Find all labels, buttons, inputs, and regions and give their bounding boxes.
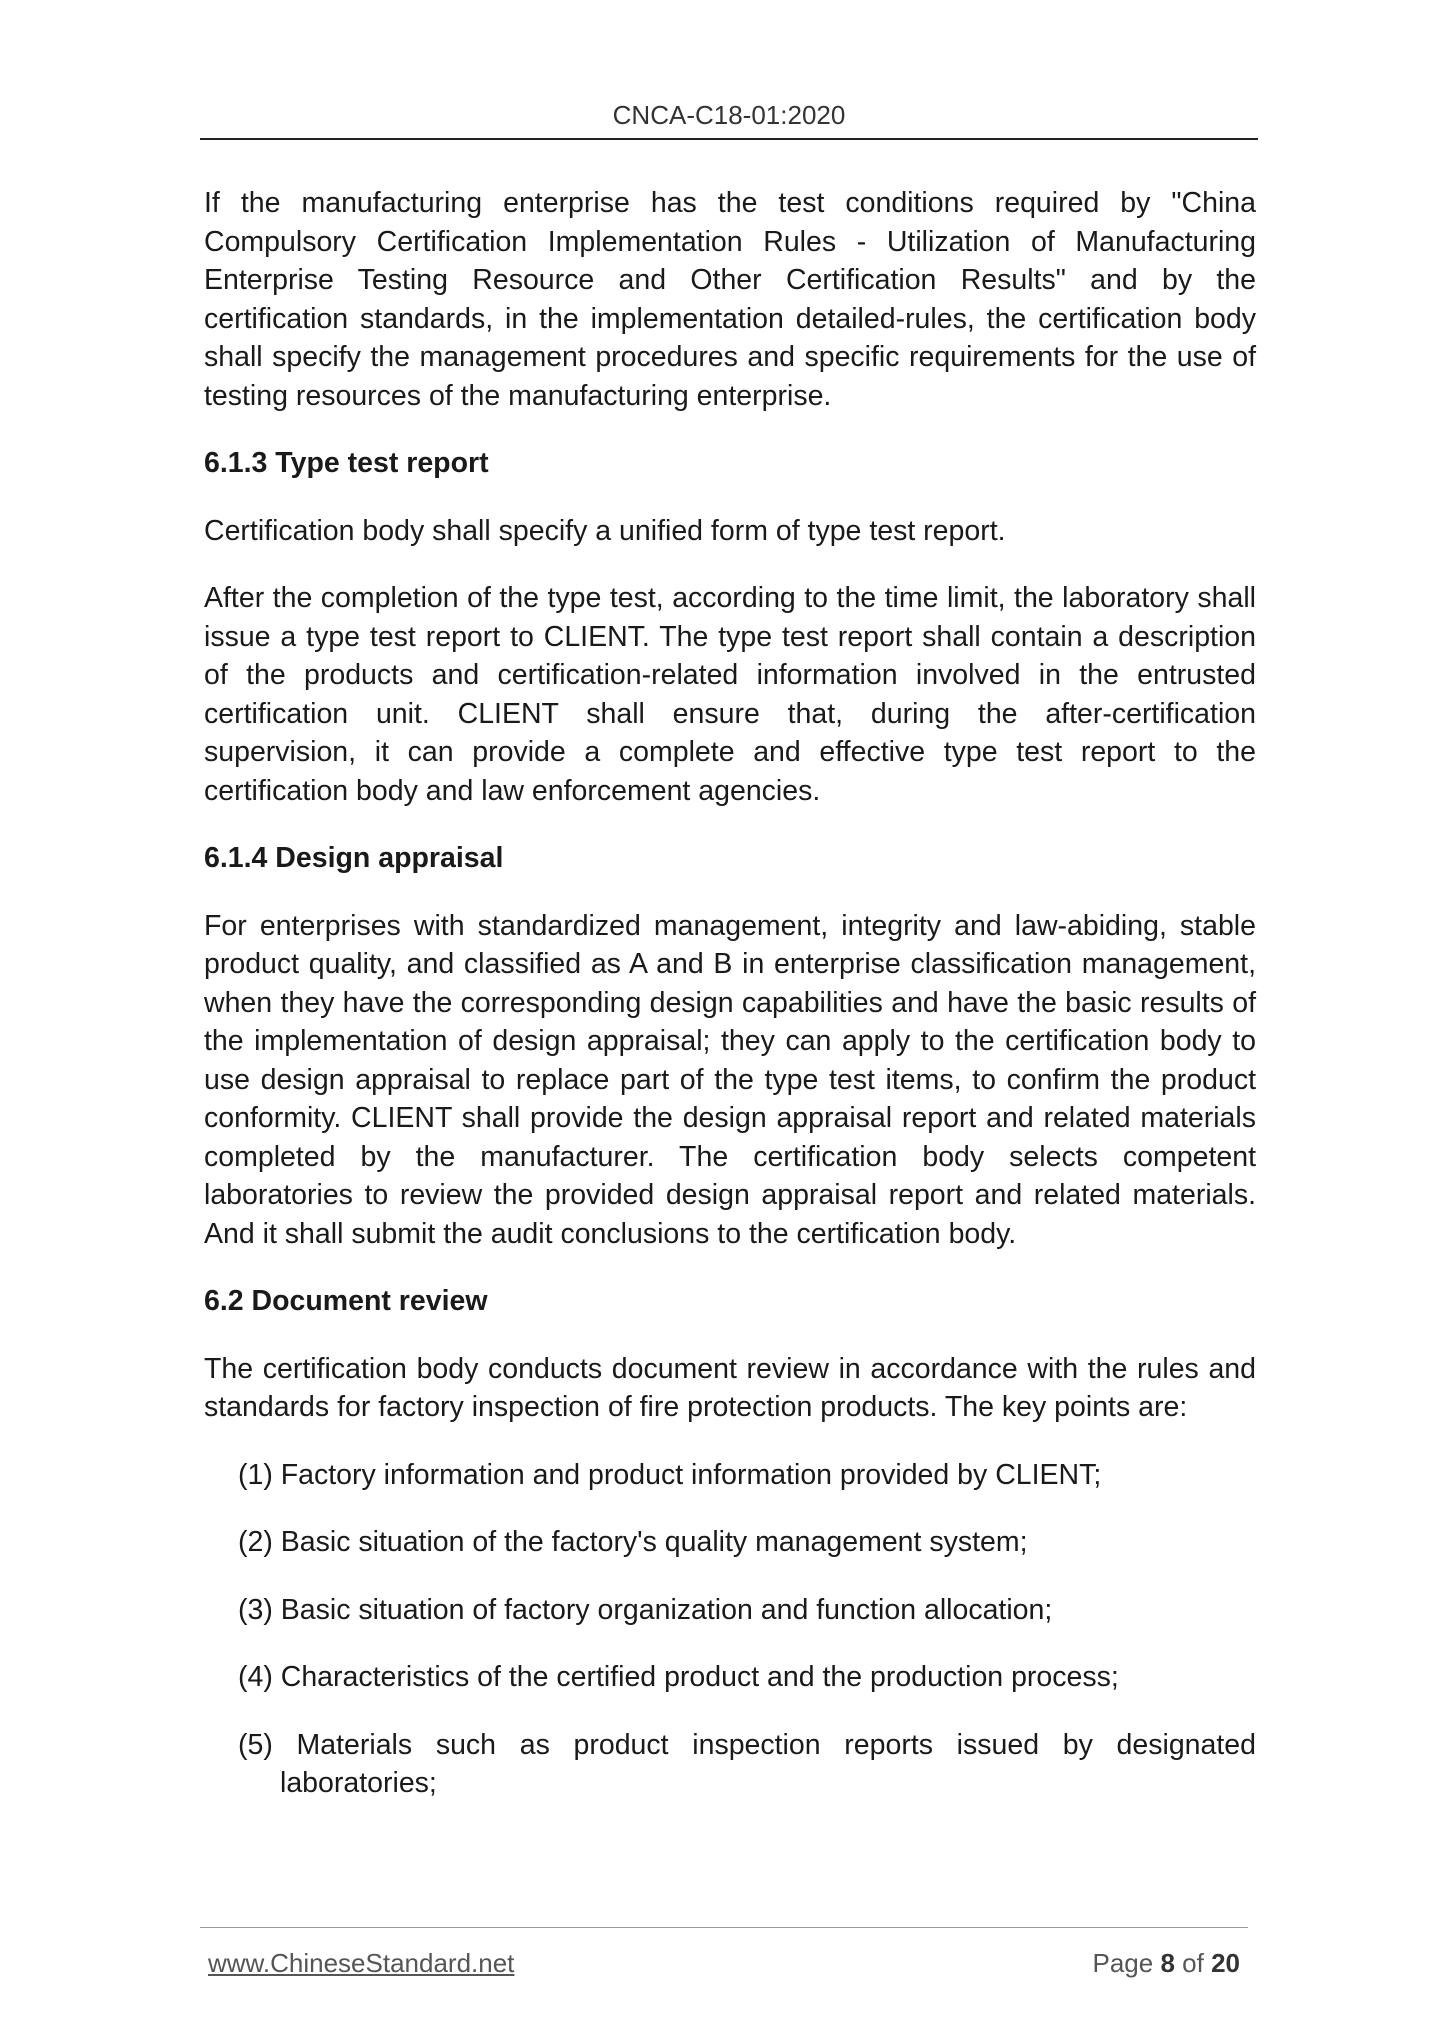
list-item: (2) Basic situation of the factory's quality management system; [238,1526,1028,1558]
total-pages: 20 [1211,1948,1240,1978]
paragraph: The certification body conducts document review in accordance with the rules and standards for factory inspection of fire protection products. The key points are: [204,1352,1256,1423]
list-item: (5) Materials such as product inspection reports issued by designated laboratories; [238,1728,1256,1799]
website-link[interactable]: www.ChineseStandard.net [208,1948,515,1978]
list-item: (4) Characteristics of the certified product and the production process; [238,1661,1119,1693]
key-points-list [204,1456,1256,1803]
section-heading-6-1-3: 6.1.3 Type test report [204,447,489,479]
intro-paragraph: If the manufacturing enterprise has the test conditions required by "China Compulsory Certification Implementation Rules - Utilization of Manufacturing Enterprise Testing Resource and Other Certification Results" and by the certification standards, in the implementation detailed-rules, the certification body shall specify the management procedures and specific requirements for the use of testing resources of the manufacturing enterprise. [204,187,1256,412]
footer-divider [200,1927,1248,1928]
paragraph: For enterprises with standardized management, integrity and law-abiding, stable product quality, and classified as A and B in enterprise classification management, when they have the corresponding design capabilities and have the basic results of the implementation of design appraisal; they can apply to the certification body to use design appraisal to replace part of the type test items, to confirm the product conformity. CLIENT shall provide the design appraisal report and related materials completed by the manufacturer. The certification body selects competent laboratories to review the provided design appraisal report and related materials. And it shall submit the audit conclusions to the certification body. [204,909,1256,1250]
paragraph: After the completion of the type test, according to the time limit, the laboratory shall issue a type test report to CLIENT. The type test report shall contain a description of the products and certification-related information involved in the entrusted certification unit. CLIENT shall ensure that, during the after-certification supervision, it can provide a complete and effective type test report to the certification body and law enforcement agencies. [204,582,1256,807]
list-item: (1) Factory information and product information provided by CLIENT; [238,1458,1102,1491]
page-label: Page [1092,1948,1154,1978]
section-heading-6-2: 6.2 Document review [204,1285,488,1317]
page-header [200,100,1258,140]
list-item: (3) Basic situation of factory organization and function allocation; [238,1593,1053,1626]
page-of-label: of [1182,1948,1204,1978]
current-page: 8 [1160,1948,1175,1978]
paragraph: Certification body shall specify a unified form of type test report. [204,514,1006,547]
section-heading-6-1-4: 6.1.4 Design appraisal [204,842,504,874]
document-body [204,184,1256,1832]
page-number [1092,1948,1240,1979]
document-code: CNCA-C18-01:2020 [612,100,846,130]
